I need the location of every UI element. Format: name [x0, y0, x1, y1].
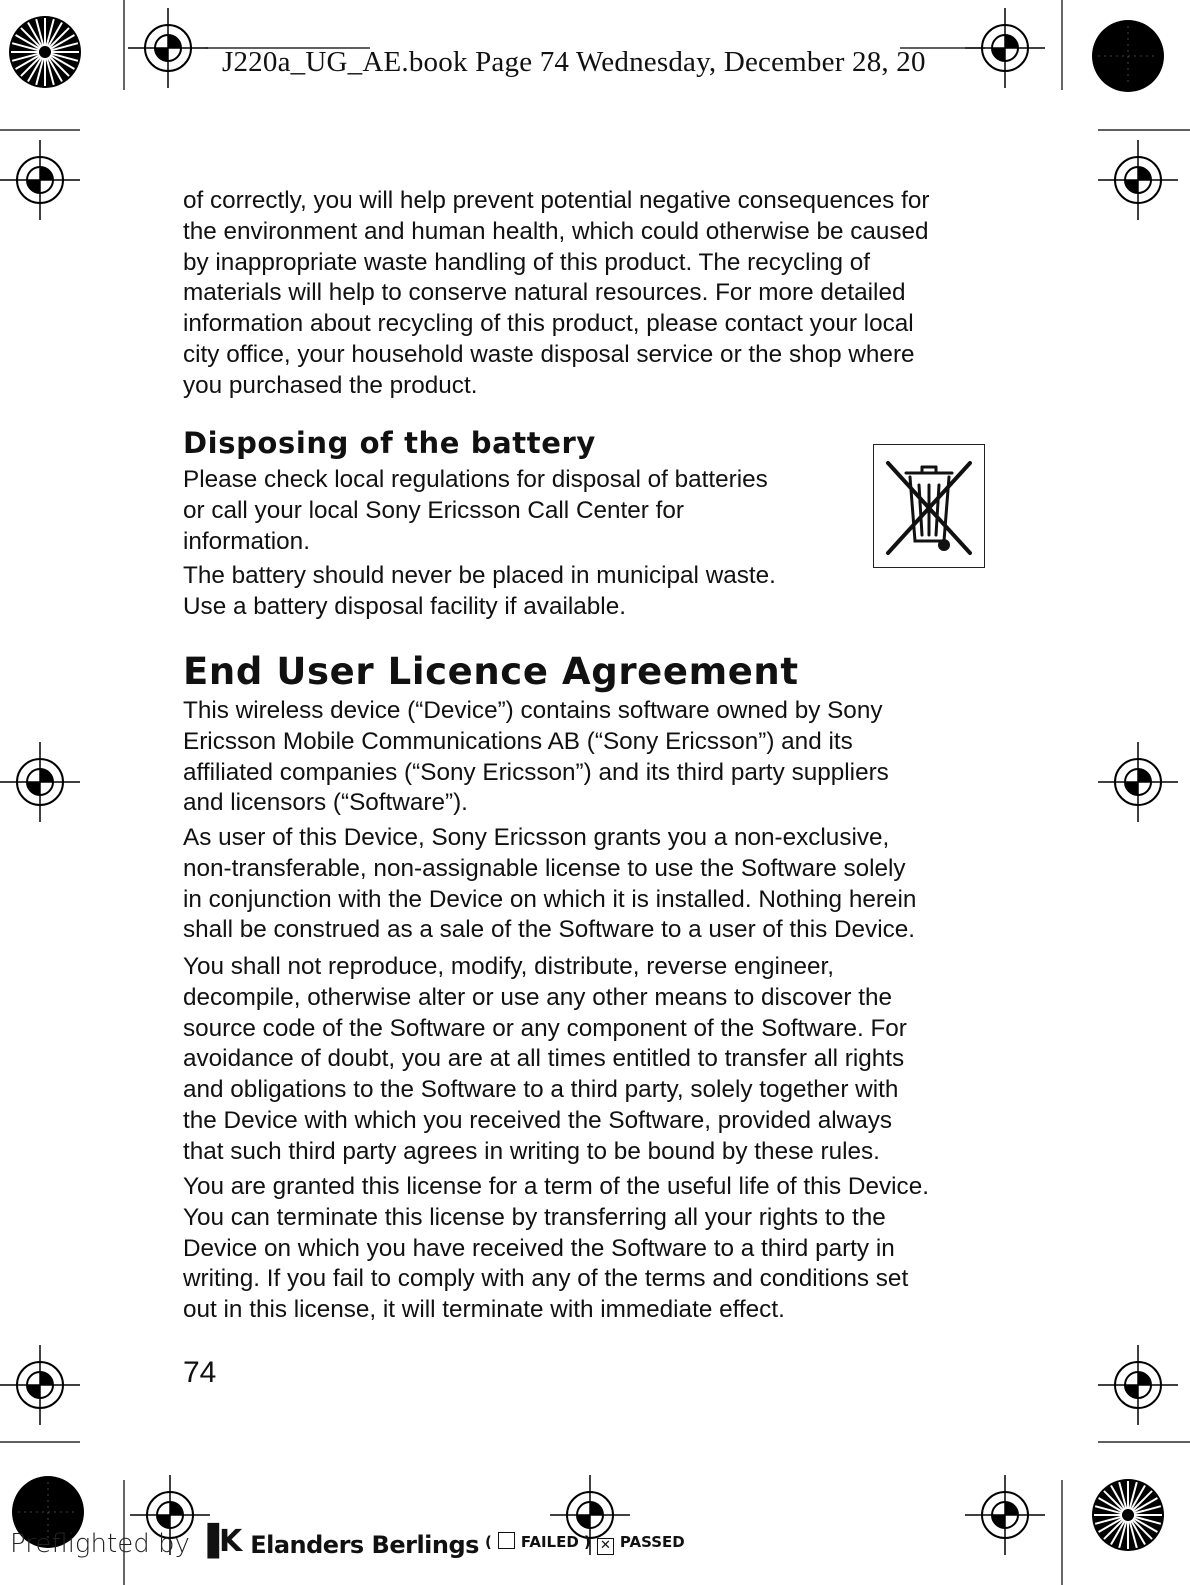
crossed-out-wheelie-bin-icon [873, 444, 985, 568]
battery-line: or call your local Sony Ericsson Call Center for [183, 496, 684, 524]
eula-line: shall be construed as a sale of the Software to a user of this Device. [183, 916, 916, 944]
eula-paragraph-2 [183, 823, 1003, 946]
eula-line: decompile, otherwise alter or use any other means to discover the [183, 983, 893, 1011]
intro-line: by inappropriate waste handling of this product. The recycling of [183, 248, 871, 276]
failed-checkbox-icon [498, 1532, 515, 1549]
eula-paragraph-1 [183, 696, 1003, 819]
eula-line: affiliated companies (“Sony Ericsson”) and its third party suppliers [183, 758, 889, 786]
eula-paragraph-3 [183, 952, 1003, 1168]
intro-line: the environment and human health, which could otherwise be caused [183, 217, 929, 245]
preflighted-by-label: Preflighted by [10, 1529, 190, 1559]
eula-line: source code of the Software or any component of the Software. For [183, 1014, 907, 1042]
eula-line: out in this license, it will terminate with immediate effect. [183, 1296, 785, 1324]
eula-line: Ericsson Mobile Communications AB (“Sony Ericsson”) and its [183, 727, 853, 755]
eula-line: This wireless device (“Device”) contains software owned by Sony [183, 697, 883, 724]
battery-paragraph-1 [183, 465, 843, 557]
eula-line: that such third party agrees in writing to be bound by these rules. [183, 1137, 880, 1165]
passed-label: PASSED [619, 1533, 685, 1551]
battery-line: Use a battery disposal facility if available. [183, 592, 626, 620]
intro-line: information about recycling of this product, please contact your local [183, 310, 914, 338]
eula-line: and licensors (“Software”). [183, 789, 468, 817]
close-paren: ) [584, 1533, 591, 1551]
intro-line: materials will help to conserve natural resources. For more detailed [183, 279, 906, 307]
preflight-footer [10, 1524, 685, 1559]
battery-line: Please check local regulations for disposal of batteries [183, 466, 768, 493]
intro-paragraph [183, 186, 1003, 402]
battery-line: The battery should never be placed in municipal waste. [183, 562, 776, 589]
eula-line: avoidance of doubt, you are at all times entitled to transfer all rights [183, 1045, 905, 1073]
intro-line: you purchased the product. [183, 371, 478, 399]
passed-checkbox-icon: ✕ [597, 1538, 614, 1555]
eula-line: writing. If you fail to comply with any of the terms and conditions set [183, 1265, 909, 1293]
battery-line: information. [183, 527, 310, 555]
brand-name: Elanders Berlings [250, 1531, 479, 1559]
eula-line: the Device with which you received the Software, provided always [183, 1106, 893, 1134]
failed-label: FAILED [520, 1533, 579, 1551]
eula-line: You are granted this license for a term of the useful life of this Device. [183, 1173, 929, 1200]
print-slug-header: J220a_UG_AE.book Page 74 Wednesday, December 28, 20 [222, 46, 926, 78]
battery-heading: Disposing of the battery [183, 426, 596, 460]
intro-line: city office, your household waste disposal service or the shop where [183, 340, 915, 368]
elanders-logo-icon: ▐K [195, 1524, 243, 1559]
preflight-status [485, 1532, 685, 1555]
intro-line: of correctly, you will help prevent potential negative consequences for [183, 187, 930, 214]
eula-line: Device on which you have received the Software to a third party in [183, 1234, 895, 1262]
eula-line: As user of this Device, Sony Ericsson grants you a non-exclusive, [183, 824, 890, 851]
eula-line: and obligations to the Software to a third party, solely together with [183, 1076, 899, 1104]
eula-paragraph-4 [183, 1172, 1003, 1326]
eula-line: in conjunction with the Device on which it is installed. Nothing herein [183, 885, 917, 913]
page-number: 74 [183, 1356, 217, 1389]
eula-line: non-transferable, non-assignable license to use the Software solely [183, 854, 906, 882]
eula-line: You shall not reproduce, modify, distribute, reverse engineer, [183, 953, 834, 980]
eula-heading: End User Licence Agreement [183, 650, 799, 693]
eula-line: You can terminate this license by transferring all your rights to the [183, 1203, 886, 1231]
battery-paragraph-2 [183, 561, 843, 623]
open-paren: ( [484, 1533, 492, 1551]
